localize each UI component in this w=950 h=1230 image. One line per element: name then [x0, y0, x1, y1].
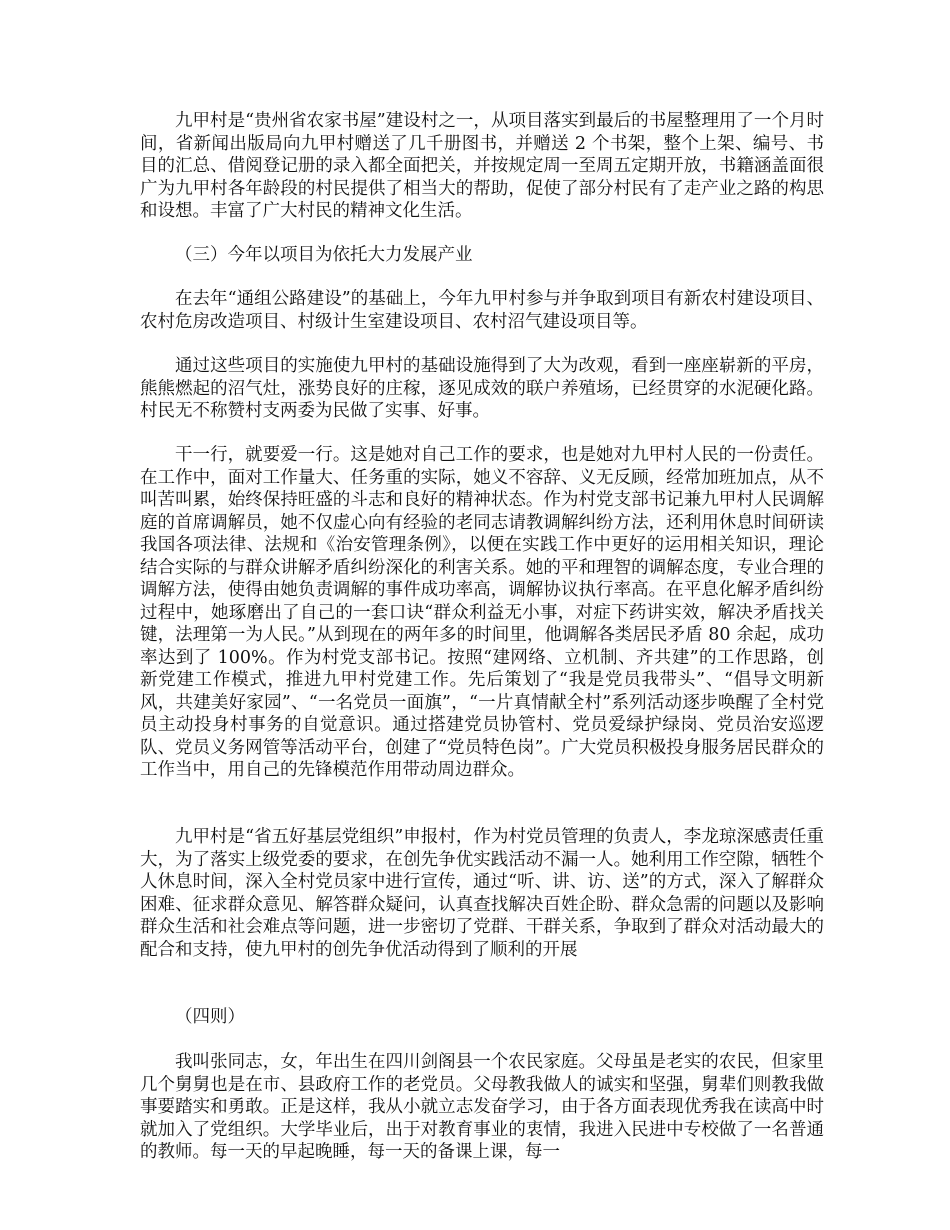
paragraph-projects: 在去年“通组公路建设”的基础上，今年九甲村参与并争取到项目有新农村建设项目、农村危房改造项目、村级计生室建设项目、农村沼气建设项目等。 — [140, 289, 824, 332]
paragraph-infrastructure: 通过这些项目的实施使九甲村的基础设施得到了大为改观，看到一座座崭新的平房，熊熊燃起的沼气灶，涨势良好的庄稼，逐见成效的联户养殖场，已经贯穿的水泥硬化路。村民无不称赞村支两委为民做了实事、好事。 — [140, 356, 824, 421]
document-page — [140, 110, 824, 1186]
paragraph-self-introduction: 我叫张同志，女，年出生在四川剑阁县一个农民家庭。父母虽是老实的农民，但家里几个舅舅也是在市、县政府工作的老党员。父母教我做人的诚实和坚强，舅辈们则教我做事要踏实和勇敢。正是这样，我从小就立志发奋学习，由于各方面表现优秀我在读高中时就加入了党组织。大学毕业后，出于对教育事业的衷情，我进入民进中专校做了一名普通的教师。每一天的早起晚睡，每一天的备课上课，每一 — [140, 1052, 824, 1162]
paragraph-work-devotion: 干一行，就要爱一行。这是她对自己工作的要求，也是她对九甲村人民的一份责任。在工作中，面对工作量大、任务重的实际，她义不容辞、义无反顾，经常加班加点，从不叫苦叫累，始终保持旺盛的斗志和良好的精神状态。作为村党支部书记兼九甲村人民调解庭的首席调解员，她不仅虚心向有经验的老同志请教调解纠纷方法，还利用休息时间研读我国各项法律、法规和《治安管理条例》，以便在实践工作中更好的运用相关知识，理论结合实际的与群众讲解矛盾纠纷深化的利害关系。她的平和理智的调解态度，专业合理的调解方法，使得由她负责调解的事件成功率高，调解协议执行率高。在平息化解矛盾纠纷过程中，她琢磨出了自己的一套口诀“群众利益无小事，对症下药讲实效，解决矛盾找关键，法理第一为人民。”从到现在的两年多的时间里，他调解各类居民矛盾 80 余起，成功率达到了 100%。作为村党支部书记。按照“建网络、立机制、齐共建”的工作思路，创新党建工作模式，推进九甲村党建工作。先后策划了“我是党员我带头”、“倡导文明新风，共建美好家园”、“一名党员一面旗”，“一片真情献全村”系列活动逐步唤醒了全村党员主动投身村事务的自觉意识。通过搭建党员协管村、党员爱绿护绿岗、党员治安巡逻队、党员义务网管等活动平台，创建了“党员特色岗”。广大党员积极投身服务居民群众的工作当中，用自己的先锋模范作用带动周边群众。 — [140, 445, 824, 780]
section-heading-three: （三）今年以项目为依托大力发展产业 — [175, 245, 473, 265]
paragraph-party-organization: 九甲村是“省五好基层党组织”申报村，作为村党员管理的负责人，李龙琼深感责任重大，为了落实上级党委的要求，在创先争优实践活动不漏一人。她利用工作空隙，牺牲个人休息时间，深入全村党员家中进行宣传，通过“听、讲、访、送”的方式，深入了解群众困难、征求群众意见、解答群众疑问，认真查找解决百姓企盼、群众急需的问题以及影响群众生活和社会难点等问题，进一步密切了党群、干群关系，争取到了群众对活动最大的配合和支持，使九甲村的创先争优活动得到了顺利的开展 — [140, 827, 824, 960]
section-heading-four: （四则） — [175, 1007, 245, 1027]
paragraph-reading-room: 九甲村是“贵州省农家书屋”建设村之一，从项目落实到最后的书屋整理用了一个月时间，省新闻出版局向九甲村赠送了几千册图书，并赠送 2 个书架，整个上架、编号、书目的汇总、借阅登记册的录入都全面把关，并按规定周一至周五定期开放，书籍涵盖面很广为九甲村各年龄段的村民提供了相当大的帮助，促使了部分村民有了走产业之路的构思和设想。丰富了广大村民的精神文化生活。 — [140, 111, 824, 221]
